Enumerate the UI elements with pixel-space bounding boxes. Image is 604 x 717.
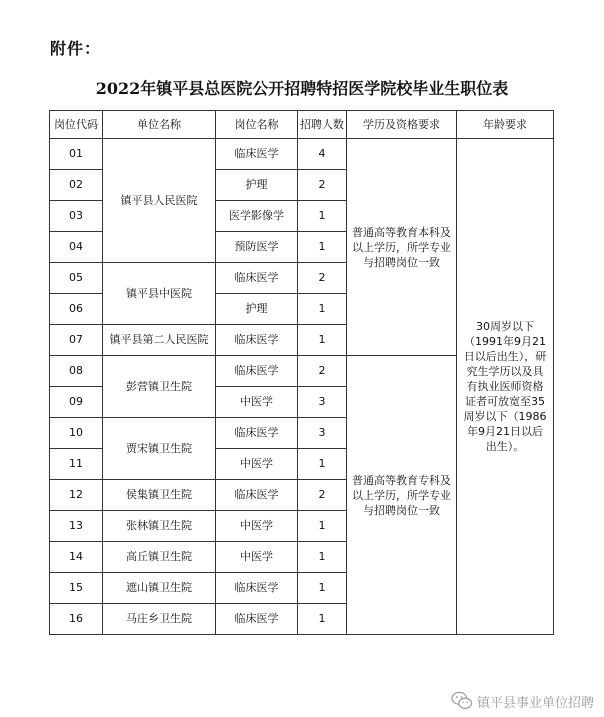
header-count: 招聘人数 <box>298 111 347 139</box>
unit-name: 张林镇卫生院 <box>103 511 216 542</box>
education-requirement: 普通高等教育专科及以上学历，所学专业与招聘岗位一致 <box>347 356 457 635</box>
position-name: 预防医学 <box>216 232 298 263</box>
unit-name: 马庄乡卫生院 <box>103 604 216 635</box>
age-requirement: 30周岁以下（1991年9月21日以后出生），研究生学历以及具有执业医师资格证者可放宽至35周岁以下（1986年9月21日以后出生）。 <box>457 139 554 635</box>
position-code: 14 <box>50 542 103 573</box>
unit-name: 高丘镇卫生院 <box>103 542 216 573</box>
hire-count: 2 <box>298 170 347 201</box>
hire-count: 1 <box>298 294 347 325</box>
position-name: 临床医学 <box>216 139 298 170</box>
hire-count: 1 <box>298 542 347 573</box>
hire-count: 3 <box>298 418 347 449</box>
hire-count: 1 <box>298 604 347 635</box>
header-post: 岗位名称 <box>216 111 298 139</box>
watermark <box>451 691 594 711</box>
position-code: 07 <box>50 325 103 356</box>
header-code: 岗位代码 <box>50 111 103 139</box>
unit-name: 镇平县中医院 <box>103 263 216 325</box>
position-code: 13 <box>50 511 103 542</box>
position-code: 09 <box>50 387 103 418</box>
page-title: 2022年镇平县总医院公开招聘特招医学院校毕业生职位表 <box>95 79 509 98</box>
position-name: 医学影像学 <box>216 201 298 232</box>
hire-count: 3 <box>298 387 347 418</box>
education-requirement: 普通高等教育本科及以上学历，所学专业与招聘岗位一致 <box>347 139 457 356</box>
position-name: 护理 <box>216 294 298 325</box>
position-code: 06 <box>50 294 103 325</box>
unit-name: 镇平县人民医院 <box>103 139 216 263</box>
position-code: 12 <box>50 480 103 511</box>
position-code: 08 <box>50 356 103 387</box>
unit-name: 遮山镇卫生院 <box>103 573 216 604</box>
attachment-label: 附件： <box>50 39 102 58</box>
position-name: 临床医学 <box>216 604 298 635</box>
position-name: 护理 <box>216 170 298 201</box>
position-name: 中医学 <box>216 511 298 542</box>
hire-count: 1 <box>298 325 347 356</box>
position-name: 临床医学 <box>216 263 298 294</box>
hire-count: 2 <box>298 263 347 294</box>
hire-count: 1 <box>298 232 347 263</box>
position-code: 03 <box>50 201 103 232</box>
position-code: 10 <box>50 418 103 449</box>
header-age: 年龄要求 <box>457 111 554 139</box>
unit-name: 贾宋镇卫生院 <box>103 418 216 480</box>
position-code: 16 <box>50 604 103 635</box>
watermark-text: 镇平县事业单位招聘 <box>476 695 594 711</box>
hire-count: 1 <box>298 449 347 480</box>
hire-count: 1 <box>298 511 347 542</box>
position-name: 临床医学 <box>216 356 298 387</box>
hire-count: 1 <box>298 573 347 604</box>
position-code: 01 <box>50 139 103 170</box>
position-code: 05 <box>50 263 103 294</box>
hire-count: 2 <box>298 480 347 511</box>
unit-name: 镇平县第二人民医院 <box>103 325 216 356</box>
position-name: 中医学 <box>216 387 298 418</box>
position-name: 临床医学 <box>216 325 298 356</box>
hire-count: 4 <box>298 139 347 170</box>
table-header-row <box>50 111 554 139</box>
wechat-icon <box>451 691 473 711</box>
position-code: 15 <box>50 573 103 604</box>
position-name: 中医学 <box>216 542 298 573</box>
header-requirements: 学历及资格要求 <box>347 111 457 139</box>
header-unit: 单位名称 <box>103 111 216 139</box>
hire-count: 1 <box>298 201 347 232</box>
position-code: 04 <box>50 232 103 263</box>
unit-name: 侯集镇卫生院 <box>103 480 216 511</box>
position-name: 中医学 <box>216 449 298 480</box>
position-code: 11 <box>50 449 103 480</box>
table-row <box>50 139 554 170</box>
hire-count: 2 <box>298 356 347 387</box>
position-name: 临床医学 <box>216 573 298 604</box>
position-name: 临床医学 <box>216 480 298 511</box>
unit-name: 彭营镇卫生院 <box>103 356 216 418</box>
position-code: 02 <box>50 170 103 201</box>
position-name: 临床医学 <box>216 418 298 449</box>
positions-table <box>49 110 554 635</box>
